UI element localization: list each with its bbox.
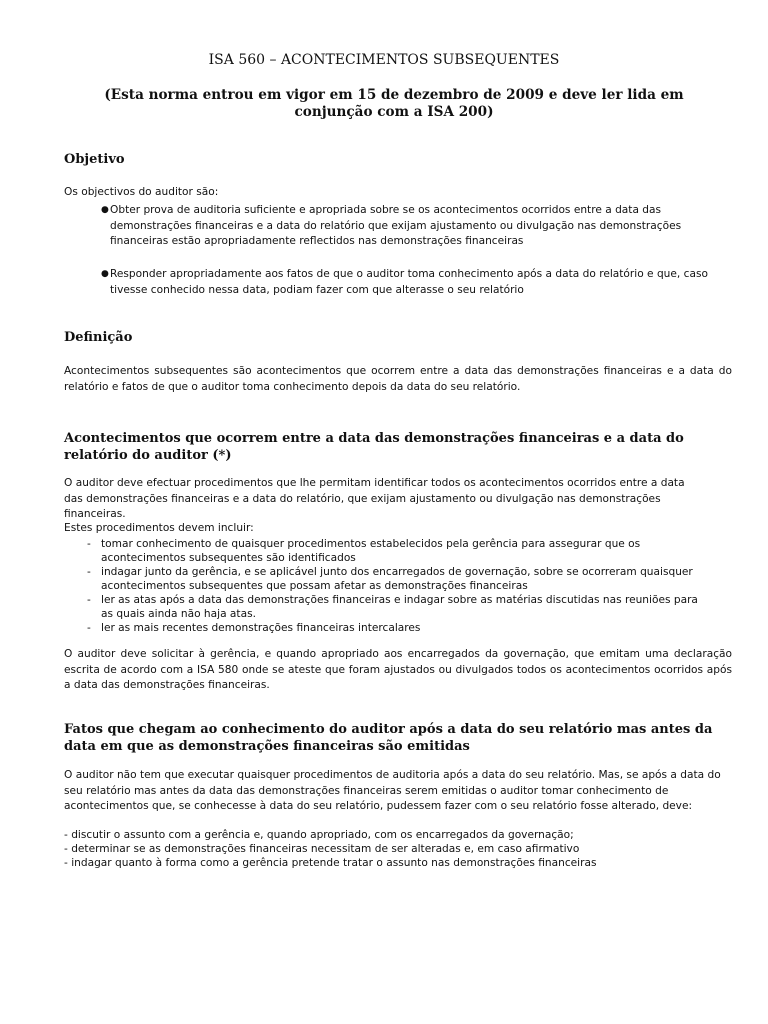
section1-item-2-text: indagar junto da gerência, e se aplicável junto dos encarregados de governação, sobre se ocorreram quaisquer acontecimentos subsequentes que possam afetar as demonstrações financeiras <box>101 566 693 592</box>
section1-item-2 <box>87 565 707 593</box>
dash-icon: - <box>87 538 91 550</box>
bullet-icon: ● <box>101 205 109 215</box>
section1-para2: O auditor deve solicitar à gerência, e quando apropriado aos encarregados da governação, que emitam uma declaração escrita de acordo com a ISA 580 onde se ateste que foram ajustados ou divulgados todos os acontecimentos ocorridos após a data das demonstrações financeiras. <box>64 648 732 691</box>
objetivo-bullet-2 <box>101 267 722 298</box>
section1-item-4-text: ler as mais recentes demonstrações financeiras intercalares <box>101 622 421 634</box>
objetivo-heading: Objetivo <box>64 152 125 167</box>
section1-para1: O auditor deve efectuar procedimentos que lhe permitam identificar todos os acontecimentos ocorridos entre a data das demonstrações financeiras e a data do relatório, que exijam ajustamento ou divulgação nas demonstrações financeiras. <box>64 477 685 520</box>
definicao-text: Acontecimentos subsequentes são acontecimentos que ocorrem entre a data das demonstrações financeiras e a data do relatório e fatos de que o auditor toma conhecimento depois da data do seu relatório. <box>64 365 732 393</box>
objetivo-intro: Os objectivos do auditor são: <box>64 186 219 198</box>
section1-item-1 <box>87 537 707 565</box>
objetivo-bullet-1-text: Obter prova de auditoria suficiente e apropriada sobre se os acontecimentos ocorridos entre a data das demonstrações financeiras e a data do relatório que exijam ajustamento ou divulgação nas demonstrações financeiras estão apropriadamente reflectidos nas demonstrações financeiras <box>110 204 682 247</box>
definicao-heading: Definição <box>64 330 133 345</box>
section1-item-3-text: ler as atas após a data das demonstrações financeiras e indagar sobre as matérias discutidas nas reuniões para as quais ainda não haja atas. <box>101 594 698 620</box>
section2-item-1: - discutir o assunto com a gerência e, quando apropriado, com os encarregados da governação; <box>64 829 574 841</box>
section2-item-2: - determinar se as demonstrações financeiras necessitam de ser alteradas e, em caso afirmativo <box>64 843 580 855</box>
section2-heading: Fatos que chegam ao conhecimento do auditor após a data do seu relatório mas antes da data em que as demonstrações financeiras são emitidas <box>64 722 713 754</box>
objetivo-bullet-1 <box>101 203 722 250</box>
dash-icon: - <box>87 594 91 606</box>
section2-item-3: - indagar quanto à forma como a gerência pretende tratar o assunto nas demonstrações financeiras <box>64 857 597 869</box>
bullet-icon: ● <box>101 269 109 279</box>
dash-icon: - <box>87 566 91 578</box>
section1-heading: Acontecimentos que ocorrem entre a data das demonstrações financeiras e a data do relatório do auditor (*) <box>64 431 684 463</box>
section1-item-4 <box>87 621 707 635</box>
objetivo-bullet-2-text: Responder apropriadamente aos fatos de que o auditor toma conhecimento após a data do relatório e que, caso tivesse conhecido nessa data, podiam fazer com que alterasse o seu relatório <box>110 268 708 296</box>
document-title: ISA 560 – ACONTECIMENTOS SUBSEQUENTES <box>208 52 560 68</box>
section1-item-1-text: tomar conhecimento de quaisquer procedimentos estabelecidos pela gerência para assegurar que os acontecimentos subsequentes são identificados <box>101 538 641 564</box>
document-subtitle: (Esta norma entrou em vigor em 15 de dezembro de 2009 e deve ler lida em conjunção com a ISA 200) <box>104 87 684 120</box>
section1-item-3 <box>87 593 707 621</box>
section2-para1: O auditor não tem que executar quaisquer procedimentos de auditoria após a data do seu relatório. Mas, se após a data do seu relatório mas antes da data das demonstrações financeiras serem emitidas o auditor tomar conhecimento de acontecimentos que, se conhecesse à data do seu relatório, pudessem fazer com o seu relatório fosse alterado, deve: <box>64 769 721 812</box>
section1-intro: Estes procedimentos devem incluir: <box>64 522 254 534</box>
dash-icon: - <box>87 622 91 634</box>
